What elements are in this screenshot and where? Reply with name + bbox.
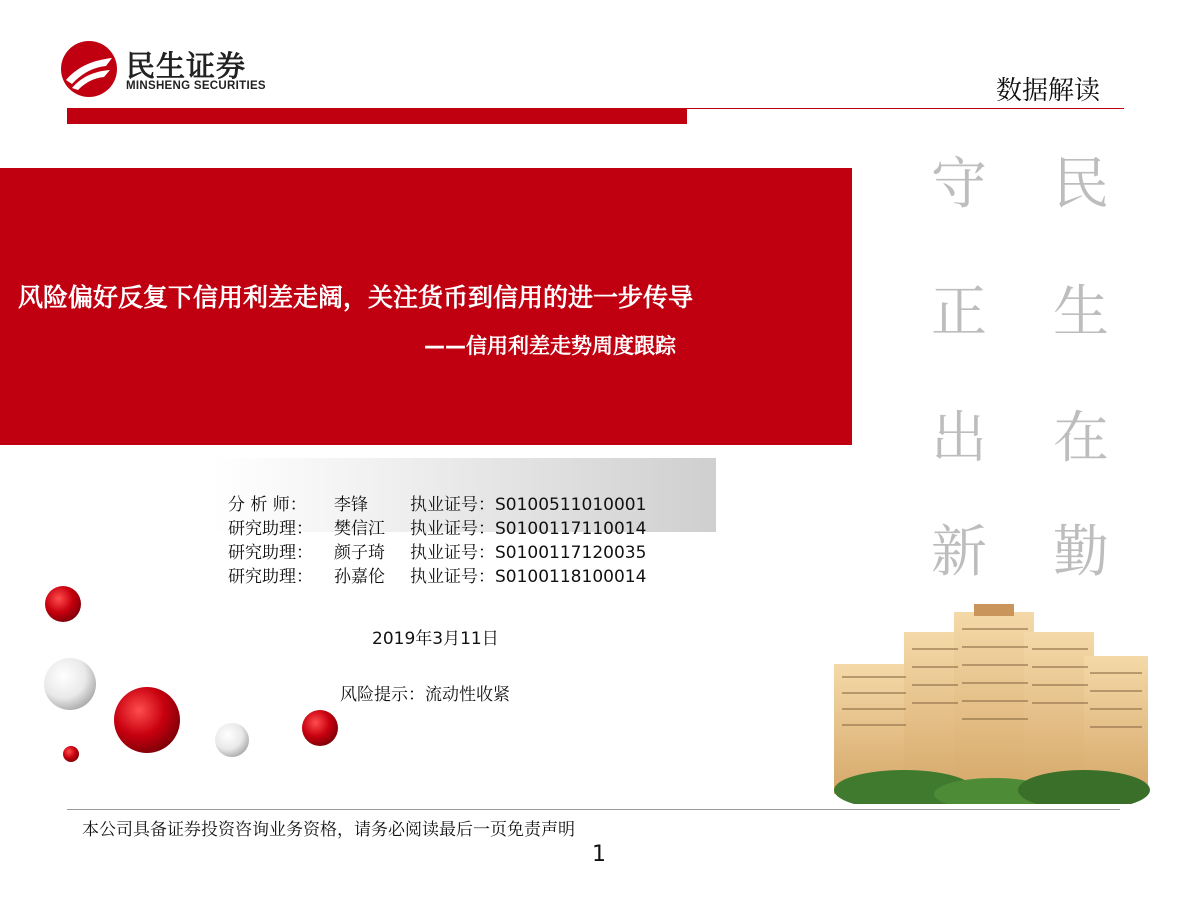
footer-divider [67,809,1120,810]
brand-name-en: MINSHENG SECURITIES [126,80,266,92]
white-sphere [215,723,249,757]
analyst-role: 研究助理： [228,567,313,587]
analyst-cert: 执业证号：S0100118100014 [410,567,647,587]
red-sphere [302,710,338,746]
report-subtitle: ——信用利差走势周度跟踪 [424,334,676,358]
brand-logo [60,40,290,100]
analyst-name: 李锋 [334,495,368,515]
analyst-name: 樊信江 [334,519,385,539]
header-divider [686,108,1124,109]
analyst-name: 颜子琦 [334,543,385,563]
risk-note: 风险提示：流动性收紧 [340,685,510,705]
red-sphere [114,687,180,753]
building-image [834,604,1150,804]
motto-char: 守 [931,152,987,217]
decorative-spheres [0,560,360,810]
analyst-role: 研究助理： [228,519,313,539]
analyst-cert: 执业证号：S0100117110014 [410,519,647,539]
header-accent-bar [67,108,687,124]
motto-char: 出 [931,406,987,471]
motto-char: 生 [1053,280,1109,345]
analyst-role: 研究助理： [228,543,313,563]
white-sphere [44,658,96,710]
page-number: 1 [592,842,606,867]
motto-char: 勤 [1053,520,1109,585]
motto-char: 正 [931,280,987,345]
motto-char: 民 [1053,152,1109,217]
document-type-label: 数据解读 [995,76,1100,106]
motto-char: 新 [931,520,987,585]
red-sphere [63,746,79,762]
analyst-role: 分 析 师： [228,495,307,515]
analyst-cert: 执业证号：S0100511010001 [410,495,647,515]
analyst-name: 孙嘉伦 [334,567,385,587]
analyst-cert: 执业证号：S0100117120035 [410,543,647,563]
report-date: 2019年3月11日 [372,629,499,649]
red-sphere [45,586,81,622]
disclaimer: 本公司具备证券投资咨询业务资格，请务必阅读最后一页免责声明 [82,820,575,840]
report-title: 风险偏好反复下信用利差走阔，关注货币到信用的进一步传导 [18,283,694,312]
motto-char: 在 [1053,406,1109,471]
logo-mark-icon [60,40,118,98]
brand-name-cn: 民生证券 [126,49,247,83]
